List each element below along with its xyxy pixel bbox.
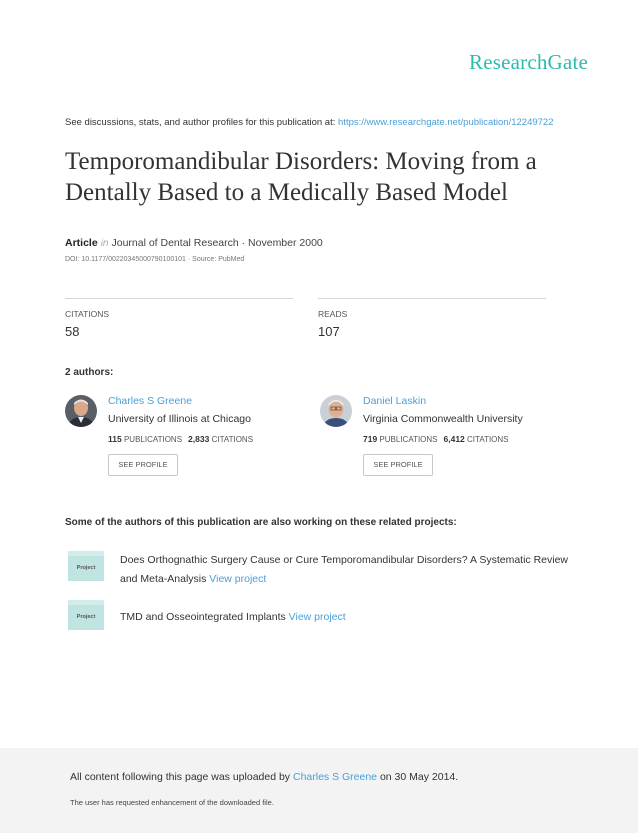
publication-url-link[interactable]: https://www.researchgate.net/publication/12249722	[338, 117, 554, 128]
project-description	[120, 551, 580, 589]
author-name-link[interactable]: Daniel Laskin	[363, 395, 427, 407]
avatar[interactable]	[320, 395, 352, 427]
project-folder-icon	[68, 600, 104, 630]
project-title: TMD and Osseointegrated Implants	[120, 611, 286, 623]
authors-heading: 2 authors:	[65, 367, 114, 378]
view-project-link[interactable]: View project	[288, 611, 346, 623]
reads-stat	[318, 298, 546, 339]
enhancement-note: The user has requested enhancement of the downloaded file.	[70, 798, 274, 807]
upload-info	[70, 771, 458, 783]
publications-count: 115	[108, 434, 122, 444]
author-stats	[363, 434, 509, 444]
citations-label: CITATIONS	[65, 309, 110, 319]
author-citations-label: CITATIONS	[467, 435, 509, 444]
upload-prefix: All content following this page was uploaded by	[70, 771, 293, 783]
reads-label: READS	[318, 309, 348, 319]
discussion-line	[65, 117, 625, 128]
publications-count: 719	[363, 434, 378, 444]
publication-title: Temporomandibular Disorders: Moving from a Dentally Based to a Medically Based Model	[65, 148, 537, 206]
author-citations-label: CITATIONS	[211, 435, 254, 444]
page-footer	[0, 748, 638, 833]
journal-info: Journal of Dental Research · November 2000	[111, 237, 323, 249]
project-folder-icon	[68, 551, 104, 581]
project-title: Does Orthognathic Surgery Cause or Cure Temporomandibular Disorders? A Systematic Review and Meta-Analysis	[120, 554, 569, 585]
project-folder-label: Project	[76, 614, 96, 620]
see-profile-button[interactable]: SEE PROFILE	[363, 454, 433, 476]
uploader-link[interactable]: Charles S Greene	[292, 771, 378, 783]
project-folder-label: Project	[76, 565, 96, 571]
in-word: in	[100, 238, 109, 249]
author-name-link[interactable]: Charles S Greene	[108, 395, 193, 407]
researchgate-logo[interactable]: ResearchGate	[469, 50, 588, 74]
upload-suffix: on 30 May 2014.	[377, 771, 459, 783]
project-description	[120, 608, 580, 627]
reads-value: 107	[318, 324, 340, 339]
publications-label: PUBLICATIONS	[379, 435, 438, 444]
see-profile-button[interactable]: SEE PROFILE	[108, 454, 178, 476]
author-citations-count: 6,412	[443, 434, 465, 444]
doi-source: DOI: 10.1177/00220345000790100101 · Source: PubMed	[65, 256, 245, 263]
author-citations-count: 2,833	[188, 434, 210, 444]
publications-label: PUBLICATIONS	[123, 435, 183, 444]
citations-value: 58	[65, 324, 80, 339]
view-project-link[interactable]: View project	[209, 573, 267, 585]
citations-stat	[65, 298, 293, 339]
publication-meta	[65, 237, 323, 249]
article-type: Article	[65, 237, 98, 249]
discussion-text: See discussions, stats, and author profiles for this publication at:	[65, 117, 339, 128]
related-projects-heading: Some of the authors of this publication are also working on these related projects:	[65, 517, 457, 528]
author-stats	[108, 434, 253, 444]
author-institution: Virginia Commonwealth University	[363, 413, 523, 425]
avatar[interactable]	[65, 395, 97, 427]
author-institution: University of Illinois at Chicago	[108, 413, 251, 425]
